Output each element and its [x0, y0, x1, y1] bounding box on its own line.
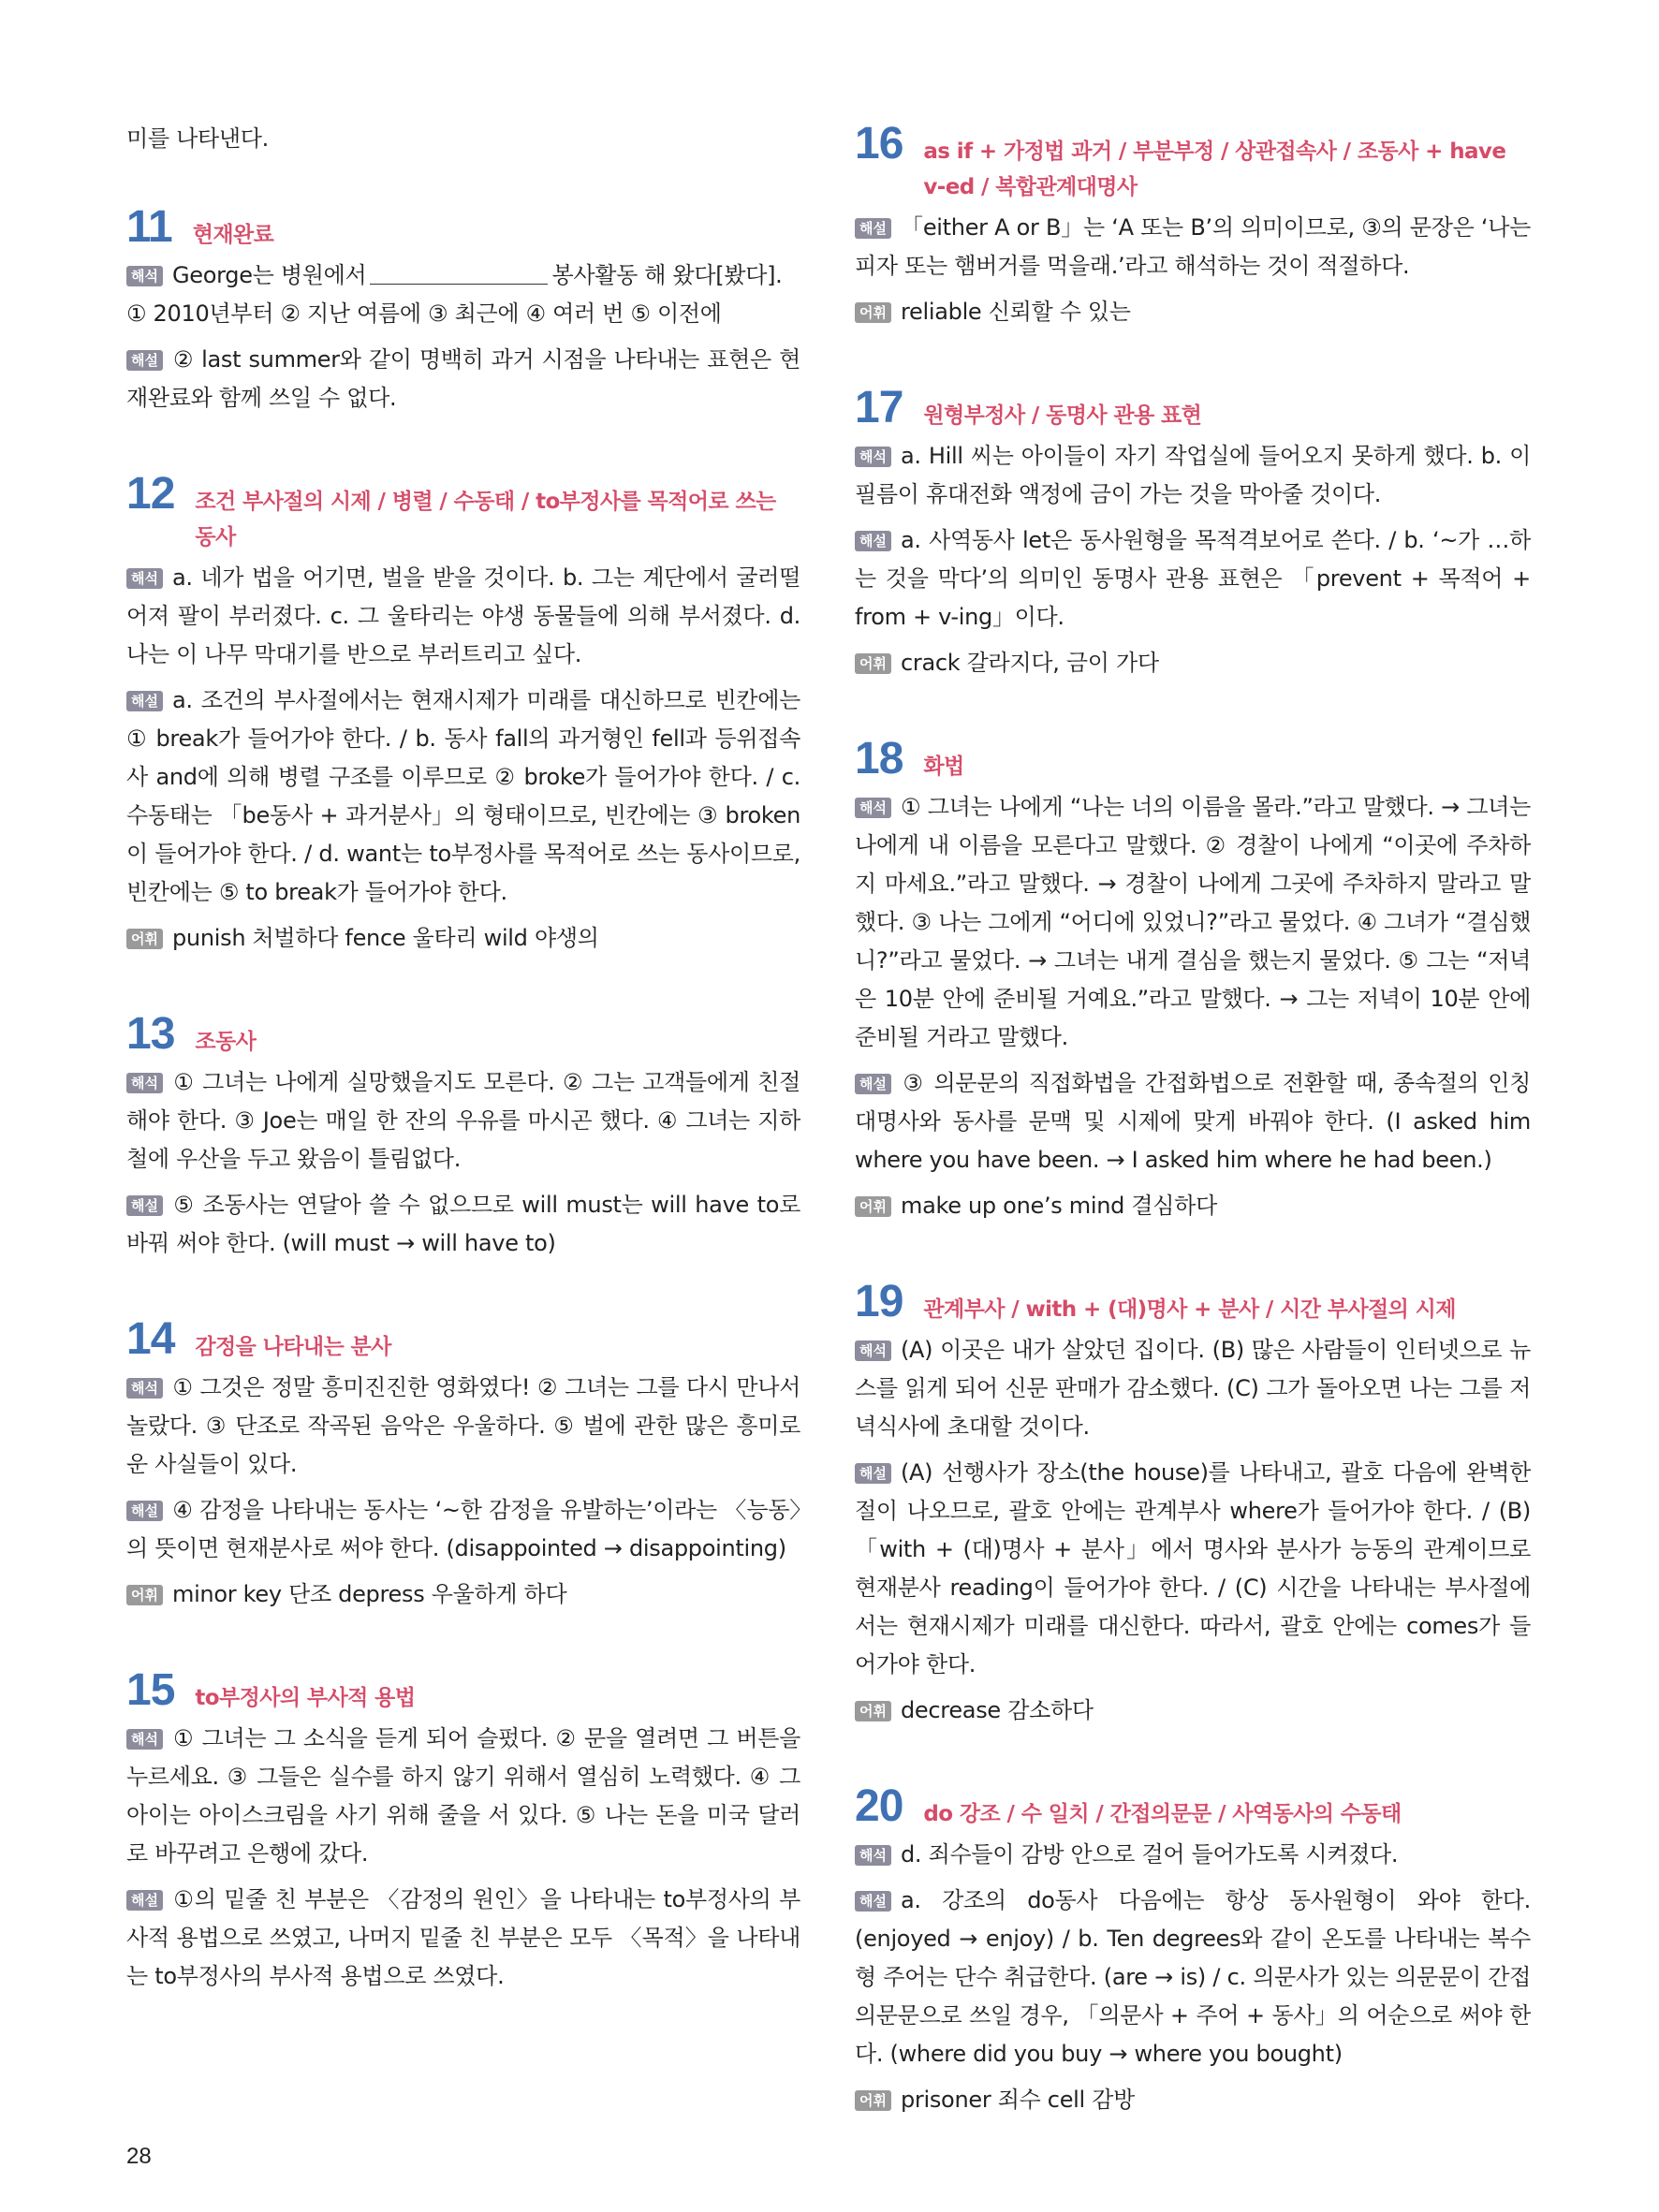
section-20 [855, 1782, 1531, 2119]
section-19 [855, 1278, 1531, 1730]
question-number: 19 [855, 1277, 903, 1326]
section-topic: 원형부정사 / 동명사 관용 표현 [923, 403, 1202, 428]
question-number: 15 [126, 1665, 175, 1715]
translation [126, 1720, 800, 1873]
vocab-badge: 어휘 [126, 1585, 163, 1605]
vocabulary [855, 293, 1531, 331]
explanation-badge: 해설 [855, 1463, 891, 1484]
translation-badge: 해석 [855, 1340, 891, 1361]
explanation [126, 341, 800, 417]
translation-text: a. Hill 씨는 아이들이 자기 작업실에 들어오지 못하게 했다. b. 이 필름이 휴대전화 액정에 금이 가는 것을 막아줄 것이다. [855, 443, 1531, 507]
translation [126, 1063, 800, 1179]
section-16 [855, 120, 1531, 331]
section-17 [855, 384, 1531, 682]
question-number: 20 [855, 1781, 903, 1831]
explanation-badge: 해설 [126, 691, 163, 711]
section-topic: 화법 [923, 754, 964, 779]
explanation [126, 1186, 800, 1263]
vocab-badge: 어휘 [126, 929, 163, 949]
translation-badge: 해석 [855, 447, 891, 467]
explanation-badge: 해설 [855, 1074, 891, 1094]
question-number: 18 [855, 734, 903, 784]
explanation [126, 1491, 800, 1568]
section-12 [126, 470, 800, 958]
explanation-text: a. 강조의 do동사 다음에는 항상 동사원형이 와야 한다. (enjoyed → enjoy) / b. Ten degrees와 같이 온도를 나타내는 복수형 주어는 단수 취급한다. (are → is) / c. 의문사가 있는 의문문이 간접의문문으로 쓰일 경우, 「의문사 + 주어 + 동사」의 어순으로 써야 한다. (where did you buy → where you bought) [855, 1887, 1531, 2067]
section-heading [855, 735, 1531, 784]
section-11 [126, 203, 800, 417]
question-number: 17 [855, 383, 903, 432]
translation [855, 437, 1531, 514]
translation [126, 256, 800, 333]
answer-blank [370, 265, 548, 285]
explanation-text: a. 조건의 부사절에서는 현재시제가 미래를 대신하므로 빈칸에는 ① break가 들어가야 한다. / b. 동사 fall의 과거형인 fell과 등위접속사 and에 의해 병렬 구조를 이루므로 ② broke가 들어가야 한다. / c. 수동태는 「be동사 + 과거분사」의 형태이므로, 빈칸에는 ③ broken이 들어가야 한다. / d. want는 to부정사를 목적어로 쓰는 동사이므로, 빈칸에는 ⑤ to break가 들어가야 한다. [126, 687, 800, 905]
vocabulary [855, 1187, 1531, 1225]
explanation [855, 1454, 1531, 1684]
explanation-text: ③ 의문문의 직접화법을 간접화법으로 전환할 때, 종속절의 인칭대명사와 동사를 문맥 및 시제에 맞게 바꿔야 한다. (I asked him where you have been. → I asked him where he had been.) [855, 1070, 1531, 1173]
explanation [855, 1064, 1531, 1179]
explanation-badge: 해설 [126, 350, 163, 371]
translation-badge: 해석 [855, 798, 891, 818]
section-heading [855, 120, 1531, 205]
question-number: 14 [126, 1314, 175, 1364]
translation-badge: 해석 [126, 266, 163, 286]
vocab-text: reliable 신뢰할 수 있는 [900, 299, 1131, 325]
vocab-text: prisoner 죄수 cell 감방 [900, 2087, 1136, 2113]
page-number: 28 [126, 2144, 152, 2169]
answer-choices: ① 2010년부터 ② 지난 여름에 ③ 최근에 ④ 여러 번 ⑤ 이전에 [126, 300, 722, 327]
translation [855, 1331, 1531, 1446]
section-18 [855, 735, 1531, 1225]
translation [126, 559, 800, 674]
question-number: 13 [126, 1009, 175, 1059]
translation-badge: 해석 [855, 1845, 891, 1866]
section-heading [855, 384, 1531, 433]
section-14 [126, 1315, 800, 1614]
explanation-text: ①의 밑줄 친 부분은 〈감정의 원인〉을 나타내는 to부정사의 부사적 용법으로 쓰였고, 나머지 밑줄 친 부분은 모두 〈목적〉을 나타내는 to부정사의 부사적 용법으로 쓰였다. [126, 1886, 800, 1989]
section-13 [126, 1010, 800, 1263]
translation [855, 1836, 1531, 1874]
translation-text: ① 그것은 정말 흥미진진한 영화였다! ② 그녀는 그를 다시 만나서 놀랐다. ③ 단조로 작곡된 음악은 우울하다. ⑤ 벌에 관한 많은 흥미로운 사실들이 있다. [126, 1374, 800, 1477]
translation-text: ① 그녀는 나에게 실망했을지도 모른다. ② 그는 고객들에게 친절해야 한다. ③ Joe는 매일 한 잔의 우유를 마시곤 했다. ④ 그녀는 지하철에 우산을 두고 왔음이 틀림없다. [126, 1069, 800, 1172]
vocab-badge: 어휘 [855, 1196, 891, 1217]
vocabulary [855, 2081, 1531, 2119]
vocab-text: decrease 감소하다 [900, 1697, 1094, 1723]
vocab-badge: 어휘 [855, 302, 891, 323]
vocab-badge: 어휘 [855, 1701, 891, 1721]
section-heading [126, 203, 800, 253]
section-topic: 조건 부사절의 시제 / 병렬 / 수동태 / to부정사를 목적어로 쓰는 동사 [195, 490, 776, 549]
question-number: 12 [126, 469, 175, 519]
section-topic: to부정사의 부사적 용법 [195, 1686, 416, 1710]
translation-text: a. 네가 법을 어기면, 벌을 받을 것이다. b. 그는 계단에서 굴러떨어져 팔이 부러졌다. c. 그 울타리는 야생 동물들에 의해 부서졌다. d. 나는 이 나무 막대기를 반으로 부러트리고 싶다. [126, 564, 800, 667]
vocabulary [855, 644, 1531, 682]
explanation [855, 521, 1531, 637]
question-number: 11 [126, 202, 172, 252]
section-heading [126, 1010, 800, 1060]
explanation-text: a. 사역동사 let은 동사원형을 목적격보어로 쓴다. / b. ‘~가 …하는 것을 막다’의 의미인 동명사 관용 표현은 「prevent + 목적어 + from + v-ing」이다. [855, 527, 1531, 630]
translation-badge: 해석 [126, 568, 163, 589]
vocab-text: make up one’s mind 결심하다 [900, 1193, 1217, 1219]
explanation [126, 1881, 800, 1996]
vocabulary [855, 1692, 1531, 1730]
translation-badge: 해석 [126, 1378, 163, 1399]
vocab-badge: 어휘 [855, 2090, 891, 2111]
explanation-badge: 해설 [855, 531, 891, 551]
translation-text: ① 그녀는 그 소식을 듣게 되어 슬펐다. ② 문을 열려면 그 버튼을 누르세요. ③ 그들은 실수를 하지 않기 위해서 열심히 노력했다. ④ 그 아이는 아이스크림을 사기 위해 줄을 서 있다. ⑤ 나는 돈을 미국 달러로 바꾸려고 은행에 갔다. [126, 1725, 800, 1867]
vocabulary [126, 1575, 800, 1614]
section-topic: 조동사 [195, 1030, 257, 1054]
vocab-text: crack 갈라지다, 금이 가다 [900, 650, 1159, 676]
translation-text: d. 죄수들이 감방 안으로 걸어 들어가도록 시켜졌다. [900, 1841, 1399, 1868]
explanation-badge: 해설 [126, 1195, 163, 1216]
translation-text: ① 그녀는 나에게 “나는 너의 이름을 몰라.”라고 말했다. → 그녀는 나에게 내 이름을 모른다고 말했다. ② 경찰이 나에게 “이곳에 주차하지 마세요.”라고 말했다. → 경찰이 나에게 그곳에 주차하지 말라고 말했다. ③ 나는 그에게 “어디에 있었니?”라고 물었다. ④ 그녀가 “결심했니?”라고 물었다. → 그녀는 내게 결심을 했는지 물었다. ⑤ 그는 “저녁은 10분 안에 준비될 거예요.”라고 말했다. → 그는 저녁이 10분 안에 준비될 거라고 말했다. [855, 794, 1531, 1050]
section-heading [126, 1666, 800, 1716]
explanation [855, 1882, 1531, 2073]
vocab-text: minor key 단조 depress 우울하게 하다 [171, 1581, 567, 1607]
section-topic: 감정을 나타내는 분사 [195, 1335, 391, 1359]
left-column [126, 120, 800, 2048]
explanation-badge: 해설 [126, 1890, 163, 1911]
section-heading [855, 1782, 1531, 1832]
explanation-badge: 해설 [855, 1891, 891, 1912]
right-column [855, 120, 1531, 2172]
section-heading [126, 1315, 800, 1365]
vocab-text: punish 처벌하다 fence 울타리 wild 야생의 [171, 925, 599, 951]
explanation [855, 209, 1531, 286]
translation-post: 봉사활동 해 왔다[봤다]. [551, 262, 783, 288]
explanation-badge: 해설 [126, 1501, 163, 1521]
vocab-badge: 어휘 [855, 653, 891, 674]
translation-badge: 해석 [126, 1073, 163, 1093]
explanation-text: (A) 선행사가 장소(the house)를 나타내고, 괄호 다음에 완벽한 절이 나오므로, 괄호 안에는 관계부사 where가 들어가야 한다. / (B) 「with + (대)명사 + 분사」에서 명사와 분사가 능동의 관계이므로 현재분사 reading이 들어가야 한다. / (C) 시간을 나타내는 부사절에서는 현재시제가 미래를 대신한다. 따라서, 괄호 안에는 comes가 들어가야 한다. [855, 1459, 1531, 1677]
explanation-text: ⑤ 조동사는 연달아 쓸 수 없으므로 will must는 will have to로 바꿔 써야 한다. (will must → will have to) [126, 1192, 800, 1256]
section-topic: 현재완료 [192, 223, 274, 247]
section-topic: as if + 가정법 과거 / 부분부정 / 상관접속사 / 조동사 + have v-ed / 복합관계대명사 [923, 139, 1506, 199]
section-topic: 관계부사 / with + (대)명사 + 분사 / 시간 부사절의 시제 [923, 1297, 1456, 1322]
translation-pre: George는 병원에서 [171, 262, 367, 288]
question-number: 16 [855, 119, 903, 168]
explanation-text: 「either A or B」는 ‘A 또는 B’의 의미이므로, ③의 문장은 ‘나는 피자 또는 햄버거를 먹을래.’라고 해석하는 것이 적절하다. [855, 214, 1531, 279]
intro-text: 미를 나타낸다. [126, 125, 269, 152]
explanation-text: ④ 감정을 나타내는 동사는 ‘~한 감정을 유발하는’이라는 〈능동〉의 뜻이면 현재분사로 써야 한다. (disappointed → disappointing) [126, 1497, 800, 1561]
translation [855, 788, 1531, 1057]
explanation-badge: 해설 [855, 218, 891, 239]
explanation-text: ② last summer와 같이 명백히 과거 시점을 나타내는 표현은 현재완료와 함께 쓰일 수 없다. [126, 346, 800, 411]
explanation [126, 681, 800, 912]
section-topic: do 강조 / 수 일치 / 간접의문문 / 사역동사의 수동태 [923, 1802, 1402, 1826]
translation [126, 1369, 800, 1484]
translation-text: (A) 이곳은 내가 살았던 집이다. (B) 많은 사람들이 인터넷으로 뉴스를 읽게 되어 신문 판매가 감소했다. (C) 그가 돌아오면 나는 그를 저녁식사에 초대할 것이다. [855, 1337, 1531, 1440]
translation-badge: 해석 [126, 1729, 163, 1750]
vocabulary [126, 919, 800, 958]
section-15 [126, 1666, 800, 1996]
section-heading [855, 1278, 1531, 1327]
section-heading [126, 470, 800, 555]
